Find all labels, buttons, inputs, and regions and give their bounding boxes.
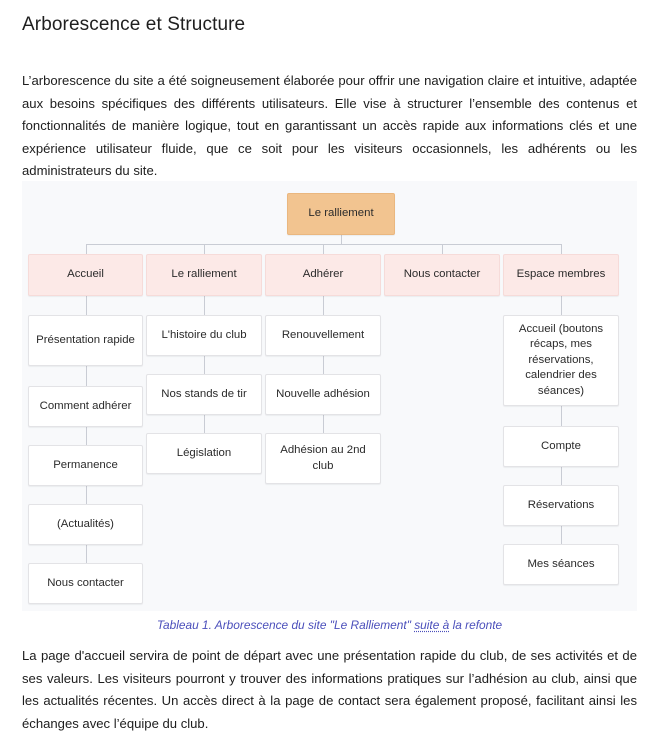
node-label: Renouvellement bbox=[281, 328, 365, 341]
connector-bus-to-column-4 bbox=[442, 244, 443, 254]
outro-paragraph: La page d'accueil servira de point de départ avec une présentation rapide du club, de ses activités et de ses valeurs. Les visiteurs pourront y trouver des informations pratiques sur l’adhésion au club, ainsi que les actualités récentes. Un accès direct à la page de contact sera également proposé, facilitant ainsi les échanges avec l’équipe du club. bbox=[22, 648, 637, 731]
connector-bus-to-column-5 bbox=[561, 244, 562, 254]
node-column-5-child-4[interactable] bbox=[503, 544, 619, 585]
intro-paragraph: L’arborescence du site a été soigneusement élaborée pour offrir une navigation claire et intuitive, adaptée aux besoins spécifiques des différents utilisateurs. Elle vise à structurer l’ensemble des contenus et fonctionnalités de manière logique, tout en garantissant un accès rapide aux informations clés et une expérience utilisateur fluide, que ce soit pour les visiteurs occasionnels, les adhérents ou les administrateurs du site. bbox=[22, 73, 637, 179]
node-column-5-child-1[interactable] bbox=[503, 315, 619, 406]
connector-column-2-link-3 bbox=[204, 415, 205, 433]
node-label: Nouvelle adhésion bbox=[276, 387, 370, 400]
connector-bus-to-column-3 bbox=[323, 244, 324, 254]
node-label: Adhésion au 2nd club bbox=[280, 444, 366, 472]
node-column-2-child-1[interactable] bbox=[146, 315, 262, 356]
document-body bbox=[0, 0, 659, 183]
connector-column-1-link-4 bbox=[86, 486, 87, 504]
node-root[interactable] bbox=[287, 193, 395, 235]
node-label: Présentation rapide bbox=[36, 333, 135, 346]
diagram-caption bbox=[22, 618, 637, 632]
node-label: (Actualités) bbox=[57, 517, 114, 530]
connector-column-3-link-1 bbox=[323, 296, 324, 315]
connector-column-2-link-1 bbox=[204, 296, 205, 315]
node-column-1-child-5[interactable] bbox=[28, 563, 143, 604]
connector-column-3-link-2 bbox=[323, 356, 324, 374]
node-column-1-child-2[interactable] bbox=[28, 386, 143, 427]
node-label: Accueil bbox=[67, 268, 104, 281]
node-column-2-child-2[interactable] bbox=[146, 374, 262, 415]
node-label: Le ralliement bbox=[308, 207, 374, 220]
node-column-1-child-3[interactable] bbox=[28, 445, 143, 486]
node-label: Permanence bbox=[53, 458, 118, 471]
node-column-1-child-4[interactable] bbox=[28, 504, 143, 545]
node-label: Adhérer bbox=[302, 268, 344, 281]
connector-bus-to-column-2 bbox=[204, 244, 205, 254]
node-column-3-child-3[interactable] bbox=[265, 433, 381, 484]
node-level1-5[interactable] bbox=[503, 254, 619, 296]
node-label: Comment adhérer bbox=[39, 399, 132, 412]
connector-column-5-link-2 bbox=[561, 406, 562, 426]
caption-misspelled-text: suite à bbox=[414, 618, 450, 632]
node-label: Législation bbox=[176, 446, 232, 459]
node-label: Le ralliement bbox=[171, 268, 237, 281]
page-title: Arborescence et Structure bbox=[22, 14, 246, 35]
node-level1-3[interactable] bbox=[265, 254, 381, 296]
outro-section bbox=[0, 645, 659, 735]
connector-root-stem bbox=[341, 235, 342, 244]
node-label: Espace membres bbox=[516, 268, 606, 281]
node-column-1-child-1[interactable] bbox=[28, 315, 143, 366]
caption-prefix: Tableau 1. Arborescence du site "Le Ralliement" bbox=[156, 618, 415, 632]
node-label: Compte bbox=[541, 439, 581, 452]
connector-column-5-link-3 bbox=[561, 467, 562, 485]
node-level1-1[interactable] bbox=[28, 254, 143, 296]
node-column-5-child-2[interactable] bbox=[503, 426, 619, 467]
node-column-3-child-1[interactable] bbox=[265, 315, 381, 356]
connector-column-1-link-3 bbox=[86, 427, 87, 445]
node-level1-2[interactable] bbox=[146, 254, 262, 296]
node-label: Nous contacter bbox=[403, 268, 481, 281]
connector-column-5-link-1 bbox=[561, 296, 562, 315]
connector-column-1-link-2 bbox=[86, 366, 87, 386]
connector-column-1-link-1 bbox=[86, 296, 87, 315]
node-label: Nous contacter bbox=[47, 576, 124, 589]
node-column-3-child-2[interactable] bbox=[265, 374, 381, 415]
node-label: Nos stands de tir bbox=[161, 387, 247, 400]
connector-column-5-link-4 bbox=[561, 526, 562, 544]
node-column-2-child-3[interactable] bbox=[146, 433, 262, 474]
node-column-5-child-3[interactable] bbox=[503, 485, 619, 526]
node-label: Réservations bbox=[527, 498, 595, 511]
node-label: Accueil (boutons récaps, mes réservations, calendrier des séances) bbox=[518, 322, 604, 397]
node-label: L'histoire du club bbox=[161, 328, 247, 341]
connector-column-1-link-5 bbox=[86, 545, 87, 563]
node-label: Mes séances bbox=[527, 557, 595, 570]
connector-column-2-link-2 bbox=[204, 356, 205, 374]
arborescence-diagram bbox=[22, 181, 637, 611]
connector-bus-to-column-1 bbox=[86, 244, 87, 254]
diagram-canvas bbox=[22, 181, 637, 611]
connector-column-3-link-3 bbox=[323, 415, 324, 433]
caption-suffix: la refonte bbox=[449, 618, 503, 632]
node-level1-4[interactable] bbox=[384, 254, 500, 296]
